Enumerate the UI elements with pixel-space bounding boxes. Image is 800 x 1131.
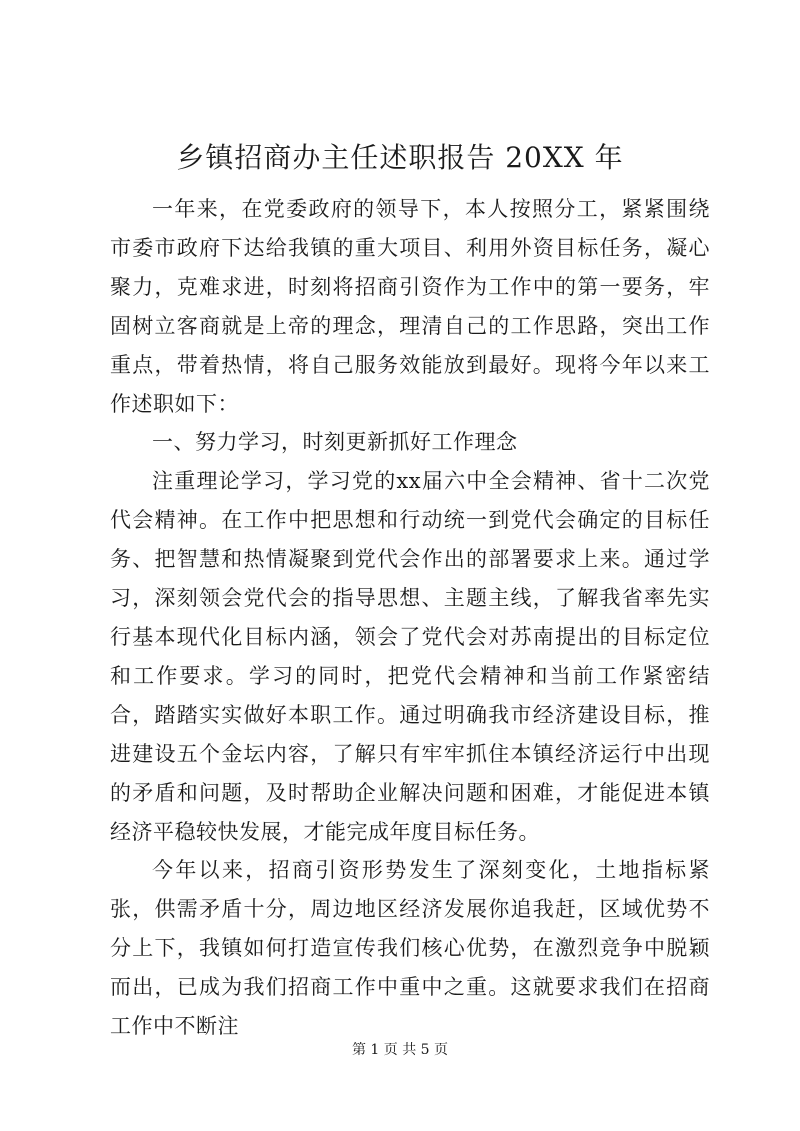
document-body xyxy=(110,190,710,1046)
paragraph-study: 注重理论学习，学习党的xx届六中全会精神、省十二次党代会精神。在工作中把思想和行动统一到党代会确定的目标任务、把智慧和热情凝聚到党代会作出的部署要求上来。通过学习，深刻领会党代会的指导思想、主题主线，了解我省率先实行基本现代化目标内涵，领会了党代会对苏南提出的目标定位和工作要求。学习的同时，把党代会精神和当前工作紧密结合，踏踏实实做好本职工作。通过明确我市经济建设目标，推进建设五个金坛内容，了解只有牢牢抓住本镇经济运行中出现的矛盾和问题，及时帮助企业解决问题和困难，才能促进本镇经济平稳较快发展，才能完成年度目标任务。 xyxy=(110,469,710,844)
section-heading-1: 一、努力学习，时刻更新抓好工作理念 xyxy=(152,430,518,455)
paragraph-intro: 一年来，在党委政府的领导下，本人按照分工，紧紧围绕市委市政府下达给我镇的重大项目、利用外资目标任务，凝心聚力，克难求进，时刻将招商引资作为工作中的第一要务，牢固树立客商就是上帝的理念，理清自己的工作思路，突出工作重点，带着热情，将自己服务效能放到最好。现将今年以来工作述职如下： xyxy=(110,197,710,416)
page-footer: 第 1 页 共 5 页 xyxy=(351,1042,449,1058)
paragraph-investment: 今年以来，招商引资形势发生了深刻变化，土地指标紧张，供需矛盾十分，周边地区经济发展你追我赶，区域优势不分上下，我镇如何打造宣传我们核心优势，在激烈竞争中脱颖而出，已成为我们招商工作中重中之重。这就要求我们在招商工作中不断注 xyxy=(110,858,710,1039)
document-title: 乡镇招商办主任述职报告 20XX 年 xyxy=(176,141,624,174)
